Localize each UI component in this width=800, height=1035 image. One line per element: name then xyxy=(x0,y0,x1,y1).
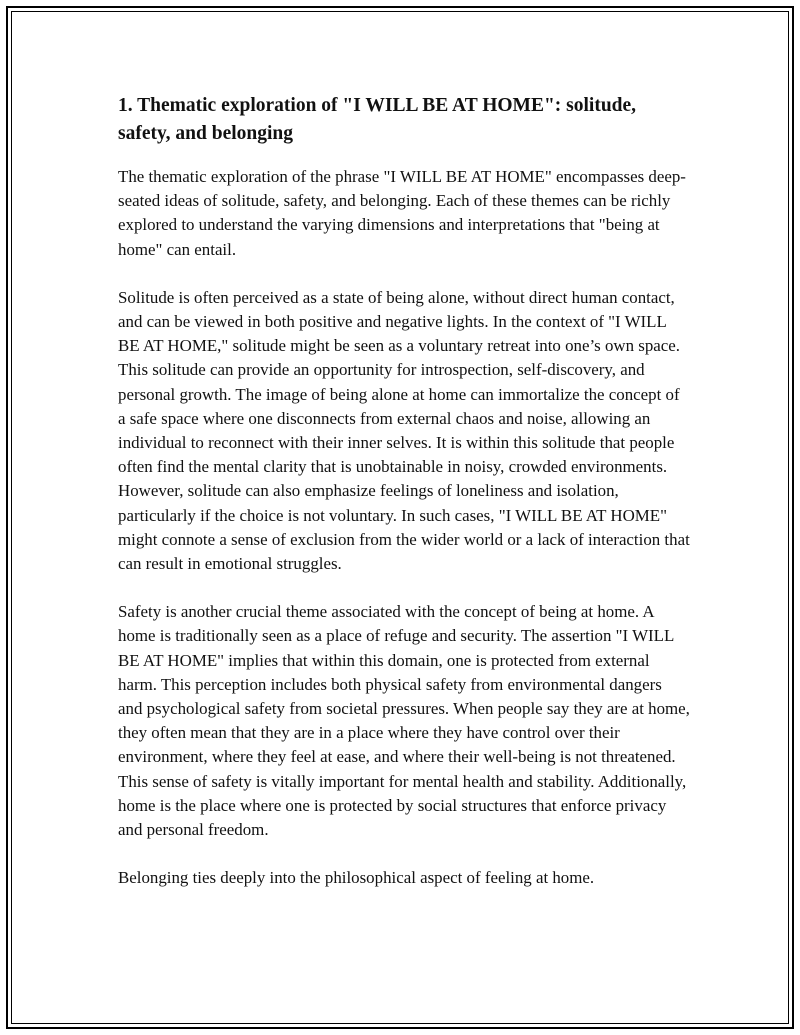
paragraph-safety: Safety is another crucial theme associated with the concept of being at home. A home is traditionally seen as a place of refuge and security. The assertion "I WILL BE AT HOME" implies that within this domain, one is protected from external harm. This perception includes both physical safety from environmental dangers and psychological safety from societal pressures. When people say they are at home, they often mean that they are in a place where they have control over their environment, where they feel at ease, and where their well-being is not threatened. This sense of safety is vitally important for mental health and stability. Additionally, home is the place where one is protected by social structures that enforce privacy and personal freedom. xyxy=(118,602,690,840)
paragraph-intro: The thematic exploration of the phrase "I WILL BE AT HOME" encompasses deep-seated ideas of solitude, safety, and belonging. Each of these themes can be richly explored to understand the varying dimensions and interpretations that "being at home" can entail. xyxy=(118,167,686,259)
paragraph-solitude: Solitude is often perceived as a state of being alone, without direct human contact, and can be viewed in both positive and negative lights. In the context of "I WILL BE AT HOME," solitude might be seen as a voluntary retreat into one’s own space. This solitude can provide an opportunity for introspection, self-discovery, and personal growth. The image of being alone at home can immortalize the concept of a safe space where one disconnects from external chaos and noise, allowing an individual to reconnect with their inner selves. It is within this solitude that people often find the mental clarity that is unobtainable in noisy, crowded environments. However, solitude can also emphasize feelings of loneliness and isolation, particularly if the choice is not voluntary. In such cases, "I WILL BE AT HOME" might connote a sense of exclusion from the wider world or a lack of interaction that can result in emotional struggles. xyxy=(118,287,690,574)
section-heading: 1. Thematic exploration of "I WILL BE AT HOME": solitude, safety, and belonging xyxy=(118,95,637,144)
document-body xyxy=(118,92,690,914)
paragraph-belonging: Belonging ties deeply into the philosophical aspect of feeling at home. xyxy=(118,868,595,888)
